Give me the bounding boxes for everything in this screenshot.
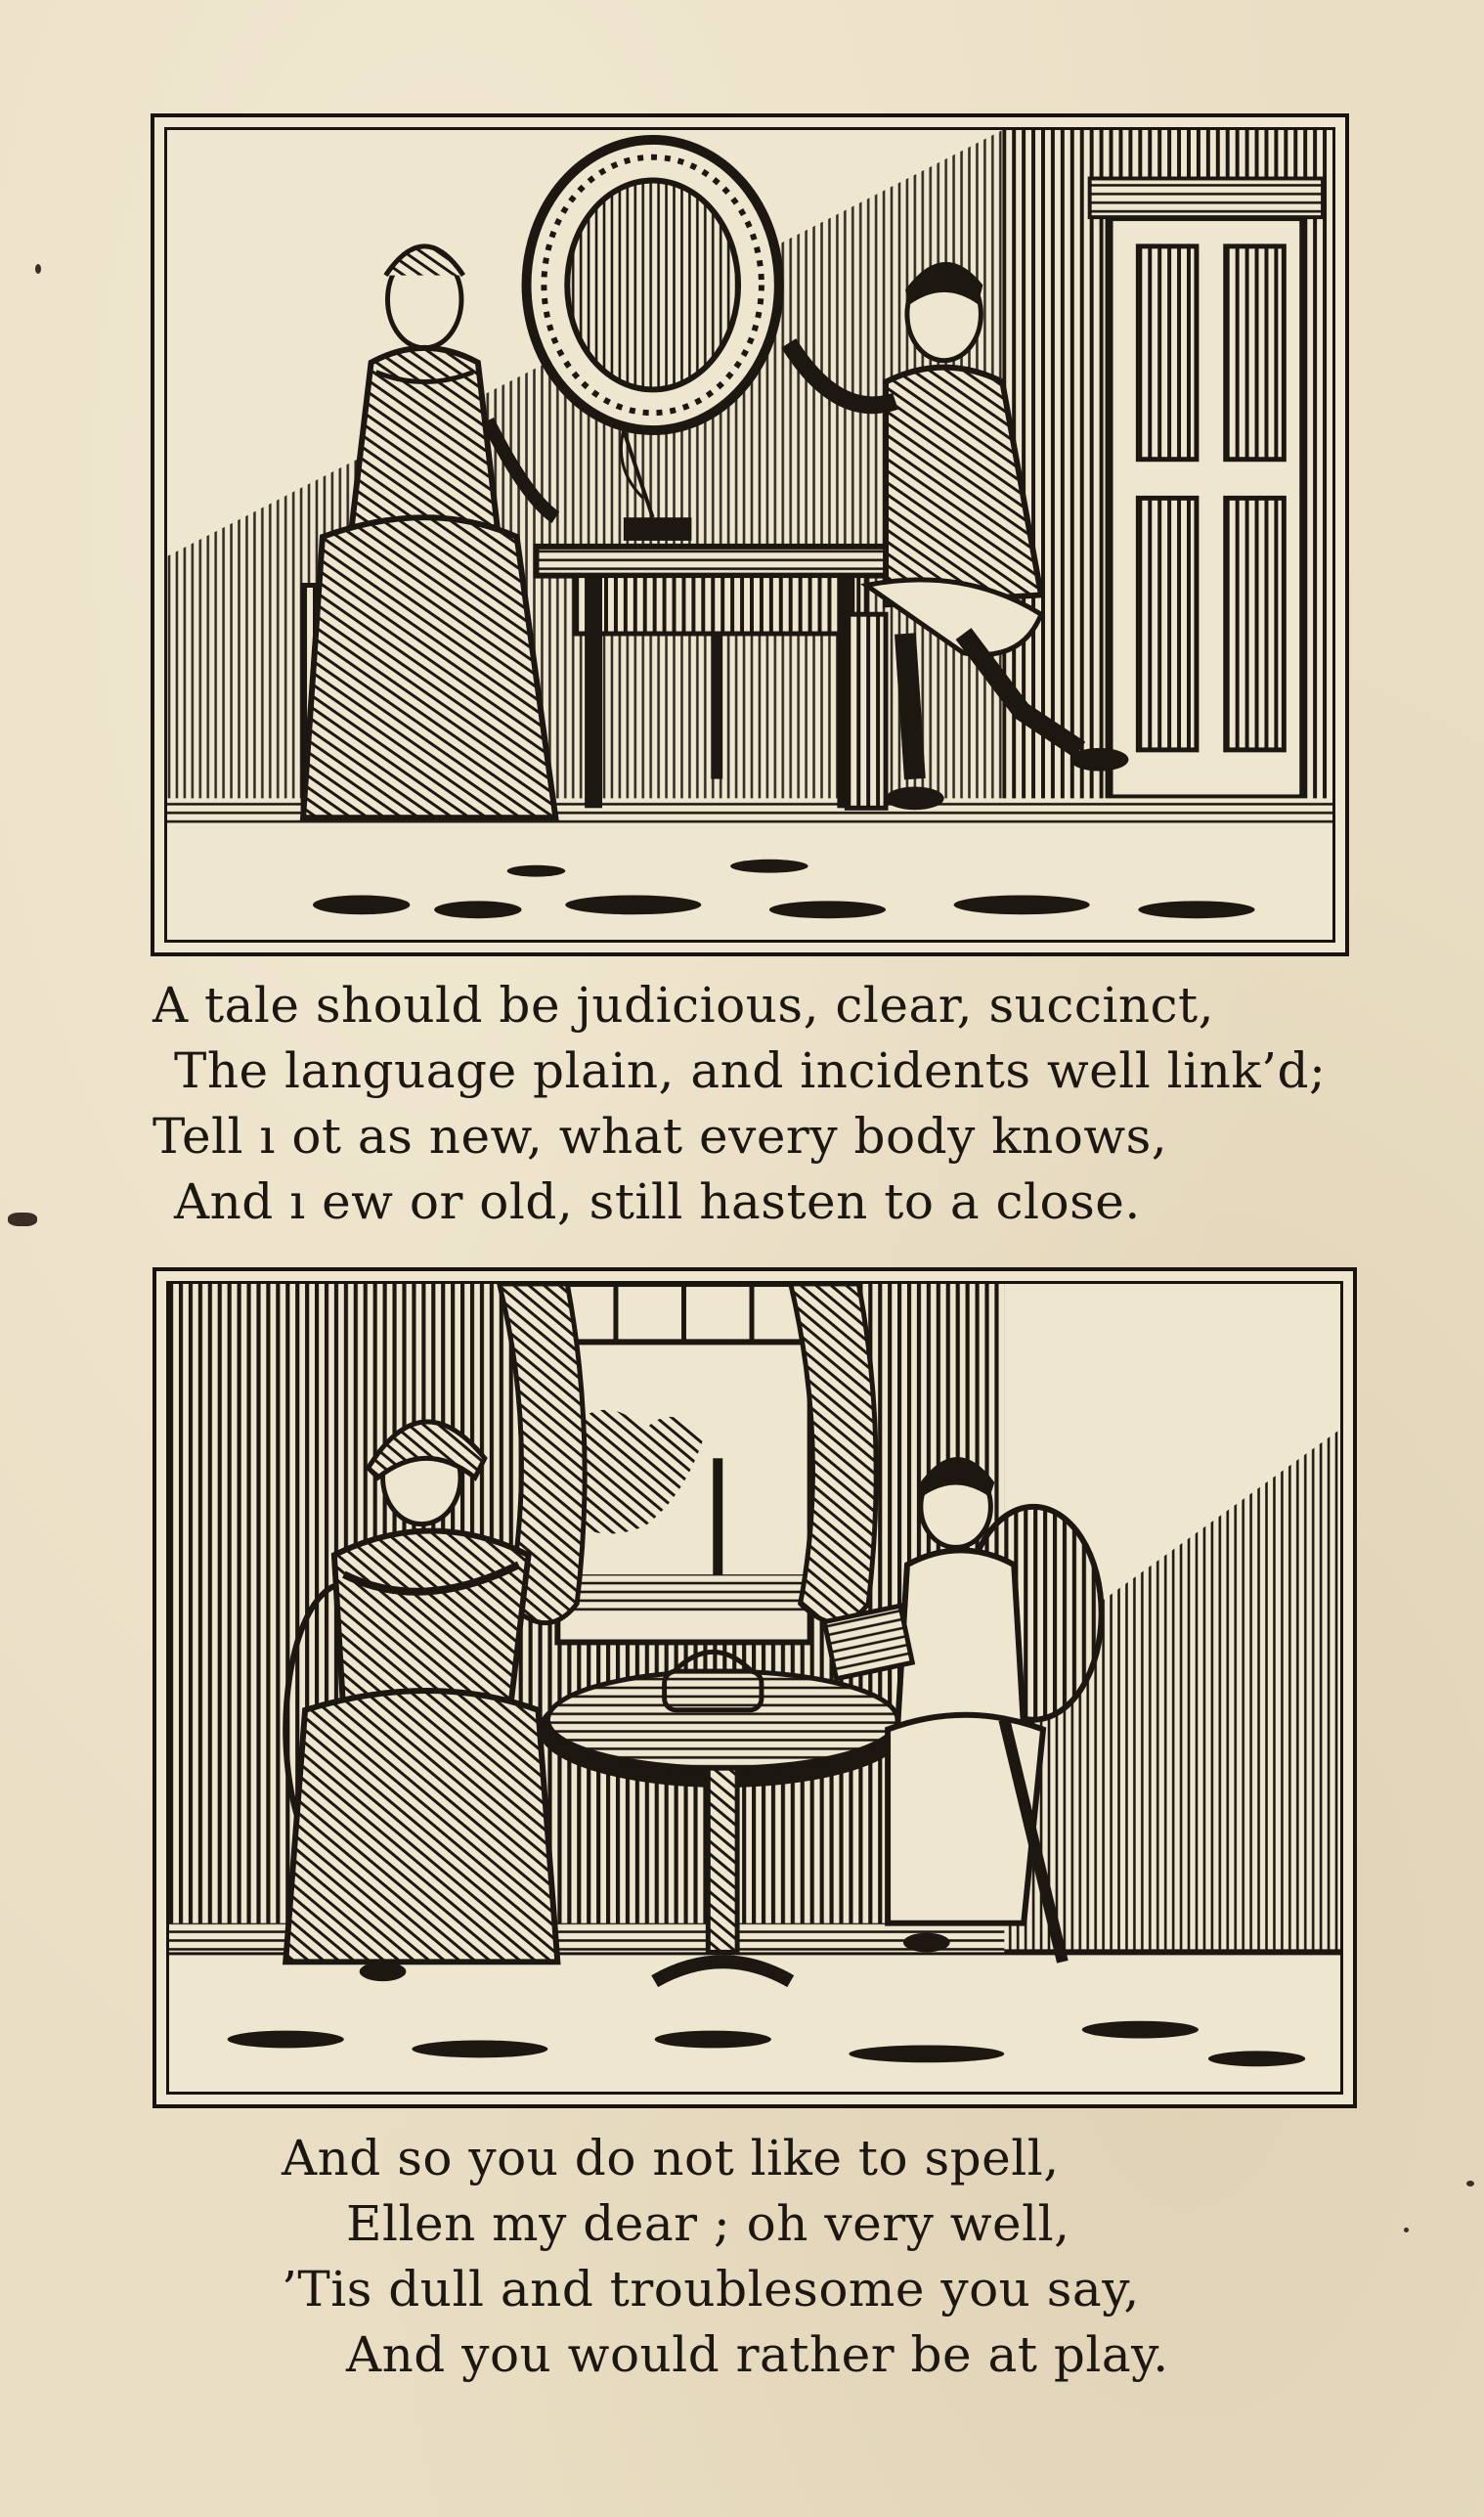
verse-2-line-3: ’Tis dull and troublesome you say,	[282, 2261, 1140, 2318]
ink-speck	[35, 264, 41, 274]
woodcut-illustration	[167, 130, 1332, 940]
ink-speck	[1466, 2181, 1474, 2186]
verse-2-line-2: Ellen my dear ; oh very well,	[346, 2195, 1070, 2252]
engraving-reading-scene	[153, 1267, 1357, 2108]
verse-1-line-4: And ı ew or old, still hasten to a close.	[174, 1173, 1141, 1230]
verse-1-line-2: The language plain, and incidents well link’d;	[174, 1042, 1327, 1099]
verse-1-line-1: A tale should be judicious, clear, succinct,	[153, 977, 1215, 1034]
woodcut-illustration	[169, 1284, 1340, 2092]
ink-speck	[8, 1213, 37, 1226]
verse-1-line-3: Tell ı ot as new, what every body knows,	[153, 1108, 1168, 1165]
verse-2-line-4: And you would rather be at play.	[346, 2326, 1169, 2383]
ink-speck	[1404, 2228, 1409, 2232]
engraving-writing-scene	[151, 113, 1349, 956]
verse-2	[282, 2126, 1169, 2388]
verse-2-line-1: And so you do not like to spell,	[282, 2130, 1060, 2186]
verse-1	[153, 973, 1326, 1235]
